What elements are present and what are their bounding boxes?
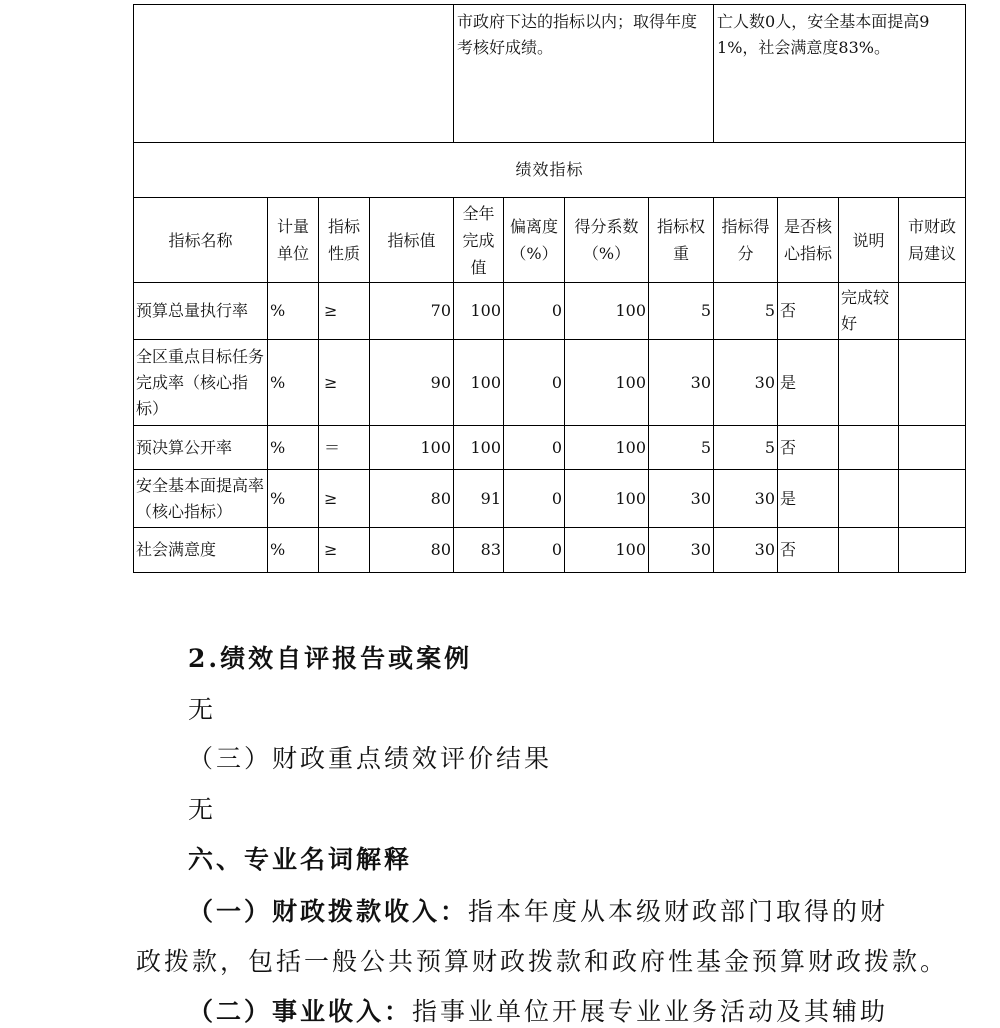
indicator-advice — [899, 470, 966, 528]
table-cell-continued-text: 亡人数0人，安全基本面提高91%，社会满意度83%。 — [714, 5, 966, 143]
paragraph-none: 无 — [188, 695, 217, 724]
indicator-score: 30 — [714, 340, 778, 426]
indicator-actual: 100 — [454, 426, 504, 470]
column-header: 计量单位 — [268, 198, 319, 283]
table-row — [134, 426, 966, 470]
indicator-advice — [899, 340, 966, 426]
column-header: 是否核心指标 — [778, 198, 839, 283]
table-row — [134, 528, 966, 573]
indicator-deviation: 0 — [504, 528, 565, 573]
table-section-row — [134, 143, 966, 198]
indicator-score: 30 — [714, 470, 778, 528]
heading-key-evaluation-results: （三）财政重点绩效评价结果 — [188, 744, 553, 773]
indicator-weight: 5 — [649, 426, 714, 470]
indicator-advice — [899, 283, 966, 340]
indicator-unit: % — [268, 340, 319, 426]
indicator-core: 否 — [778, 283, 839, 340]
indicator-name: 预决算公开率 — [134, 426, 268, 470]
indicator-score: 5 — [714, 426, 778, 470]
column-header: 得分系数（%） — [565, 198, 649, 283]
term-label: （二）事业收入： — [188, 997, 413, 1026]
performance-indicator-table — [133, 4, 966, 573]
indicator-deviation: 0 — [504, 283, 565, 340]
column-header: 指标性质 — [319, 198, 370, 283]
indicator-nature: ＝ — [319, 426, 370, 470]
indicator-actual: 83 — [454, 528, 504, 573]
indicator-unit: % — [268, 426, 319, 470]
indicator-core: 否 — [778, 426, 839, 470]
indicator-core: 否 — [778, 528, 839, 573]
indicator-target: 80 — [370, 528, 454, 573]
indicator-advice — [899, 426, 966, 470]
term-label: （一）财政拨款收入： — [188, 897, 469, 926]
column-header: 指标名称 — [134, 198, 268, 283]
indicator-target: 100 — [370, 426, 454, 470]
indicator-actual: 100 — [454, 340, 504, 426]
paragraph-term-continued: 政拨款，包括一般公共预算财政拨款和政府性基金预算财政拨款。 — [136, 947, 949, 976]
indicator-nature: ≥ — [319, 283, 370, 340]
column-header: 指标权重 — [649, 198, 714, 283]
indicator-core: 是 — [778, 470, 839, 528]
indicator-weight: 30 — [649, 470, 714, 528]
indicator-nature: ≥ — [319, 340, 370, 426]
indicator-coefficient: 100 — [565, 470, 649, 528]
table-row — [134, 340, 966, 426]
indicator-nature: ≥ — [319, 470, 370, 528]
indicator-actual: 91 — [454, 470, 504, 528]
indicator-weight: 30 — [649, 340, 714, 426]
indicator-coefficient: 100 — [565, 528, 649, 573]
section-title-performance-indicators: 绩效指标 — [134, 143, 966, 198]
indicator-name: 预算总量执行率 — [134, 283, 268, 340]
indicator-note — [839, 528, 899, 573]
heading-self-evaluation-report: 2.绩效自评报告或案例 — [188, 644, 473, 673]
table-row — [134, 283, 966, 340]
indicator-note — [839, 426, 899, 470]
indicator-coefficient: 100 — [565, 340, 649, 426]
indicator-note: 完成较好 — [839, 283, 899, 340]
indicator-weight: 5 — [649, 283, 714, 340]
table-cell-empty — [134, 5, 454, 143]
table-row-continued — [134, 5, 966, 143]
indicator-core: 是 — [778, 340, 839, 426]
indicator-unit: % — [268, 528, 319, 573]
column-header: 市财政局建议 — [899, 198, 966, 283]
indicator-target: 80 — [370, 470, 454, 528]
indicator-score: 30 — [714, 528, 778, 573]
indicator-name: 全区重点目标任务完成率（核心指标） — [134, 340, 268, 426]
indicator-note — [839, 470, 899, 528]
table-row — [134, 470, 966, 528]
indicator-target: 70 — [370, 283, 454, 340]
indicator-actual: 100 — [454, 283, 504, 340]
column-header: 偏离度（%） — [504, 198, 565, 283]
indicator-target: 90 — [370, 340, 454, 426]
indicator-nature: ≥ — [319, 528, 370, 573]
indicator-name: 安全基本面提高率（核心指标） — [134, 470, 268, 528]
indicator-deviation: 0 — [504, 340, 565, 426]
indicator-advice — [899, 528, 966, 573]
paragraph-none: 无 — [188, 795, 217, 824]
indicator-score: 5 — [714, 283, 778, 340]
indicator-note — [839, 340, 899, 426]
indicator-weight: 30 — [649, 528, 714, 573]
indicator-unit: % — [268, 283, 319, 340]
heading-glossary: 六、专业名词解释 — [188, 845, 413, 874]
column-header: 指标值 — [370, 198, 454, 283]
paragraph-term-fiscal-appropriation — [188, 892, 888, 928]
indicator-deviation: 0 — [504, 426, 565, 470]
table-cell-continued-text: 市政府下达的指标以内；取得年度考核好成绩。 — [454, 5, 714, 143]
term-text: 指本年度从本级财政部门取得的财 — [468, 897, 889, 926]
indicator-unit: % — [268, 470, 319, 528]
indicator-coefficient: 100 — [565, 426, 649, 470]
column-header: 说明 — [839, 198, 899, 283]
indicator-deviation: 0 — [504, 470, 565, 528]
indicator-name: 社会满意度 — [134, 528, 268, 573]
table-header-row — [134, 198, 966, 283]
paragraph-term-business-income — [188, 992, 888, 1028]
column-header: 全年完成值 — [454, 198, 504, 283]
indicator-coefficient: 100 — [565, 283, 649, 340]
term-text: 指事业单位开展专业业务活动及其辅助 — [412, 997, 889, 1026]
column-header: 指标得分 — [714, 198, 778, 283]
